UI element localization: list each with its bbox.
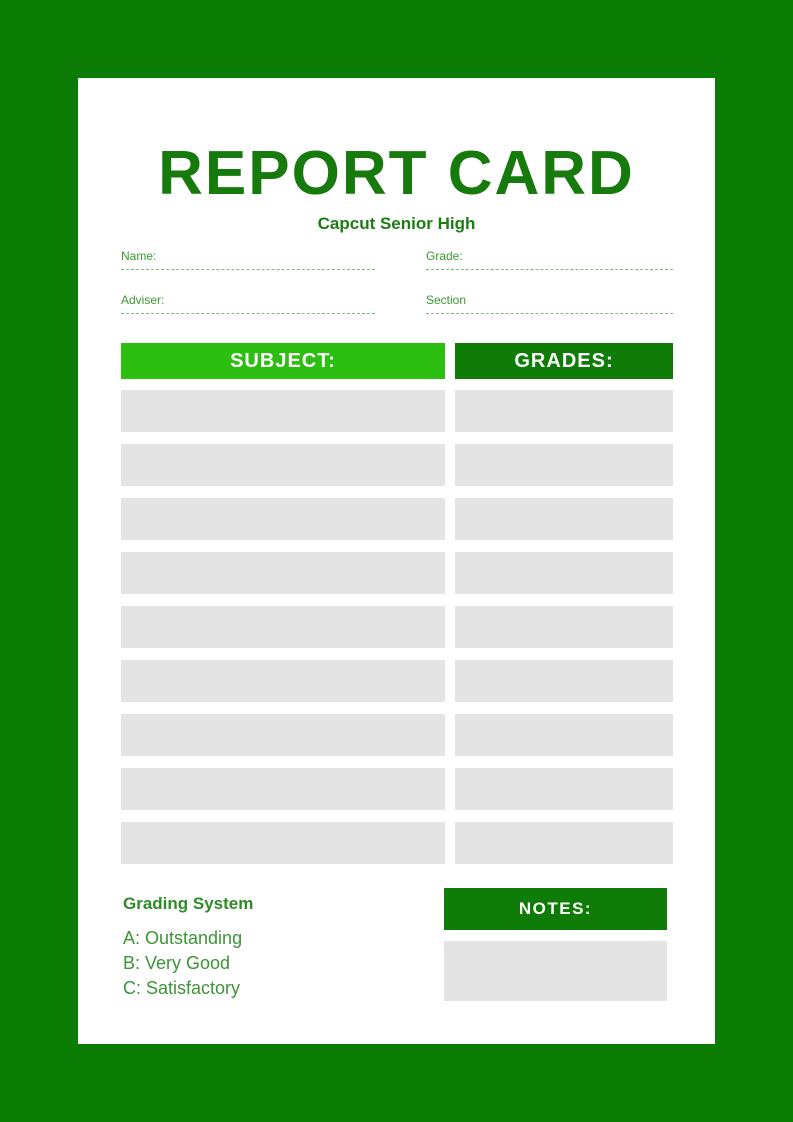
name-input[interactable] (121, 264, 375, 270)
subject-column-header: SUBJECT: (121, 343, 445, 379)
notes-section (444, 888, 667, 1001)
grade-cell[interactable] (455, 444, 673, 486)
page-title: REPORT CARD (158, 139, 635, 208)
grade-label: Grade: (426, 249, 463, 263)
table-row (121, 714, 673, 756)
grading-system-list (123, 926, 403, 1001)
grade-cell[interactable] (455, 606, 673, 648)
table-row (121, 822, 673, 864)
subject-cell[interactable] (121, 390, 445, 432)
report-card (78, 78, 715, 1044)
subject-cell[interactable] (121, 660, 445, 702)
section-input[interactable] (426, 308, 673, 314)
adviser-field (121, 292, 375, 314)
section-field (426, 292, 673, 314)
grade-field (426, 248, 673, 270)
grade-cell[interactable] (455, 768, 673, 810)
grading-system-heading: Grading System (123, 894, 254, 913)
student-info-section (121, 248, 673, 314)
grading-system-item: A: Outstanding (123, 928, 243, 948)
name-label: Name: (121, 249, 157, 263)
subject-cell[interactable] (121, 714, 445, 756)
grade-cell[interactable] (455, 552, 673, 594)
table-row (121, 768, 673, 810)
school-name: Capcut Senior High (317, 214, 476, 233)
subject-cell[interactable] (121, 822, 445, 864)
name-field (121, 248, 375, 270)
table-row (121, 660, 673, 702)
subject-cell[interactable] (121, 498, 445, 540)
subject-cell[interactable] (121, 768, 445, 810)
grading-system-item: B: Very Good (123, 953, 231, 973)
grading-system-section (123, 894, 403, 1001)
table-row (121, 444, 673, 486)
grading-system-item: C: Satisfactory (123, 978, 241, 998)
table-row (121, 498, 673, 540)
table-header-row (121, 343, 673, 379)
adviser-label: Adviser: (121, 293, 165, 307)
grade-input[interactable] (426, 264, 673, 270)
subject-cell[interactable] (121, 606, 445, 648)
subject-cell[interactable] (121, 444, 445, 486)
table-row (121, 606, 673, 648)
grade-cell[interactable] (455, 390, 673, 432)
subject-cell[interactable] (121, 552, 445, 594)
table-row (121, 552, 673, 594)
grades-table-body (121, 390, 673, 864)
grade-cell[interactable] (455, 498, 673, 540)
grade-cell[interactable] (455, 822, 673, 864)
adviser-input[interactable] (121, 308, 375, 314)
table-row (121, 390, 673, 432)
grade-cell[interactable] (455, 660, 673, 702)
grades-column-header: GRADES: (455, 343, 673, 379)
section-label: Section (426, 293, 467, 307)
grade-cell[interactable] (455, 714, 673, 756)
notes-header: NOTES: (444, 888, 667, 930)
notes-input[interactable] (444, 941, 667, 1001)
